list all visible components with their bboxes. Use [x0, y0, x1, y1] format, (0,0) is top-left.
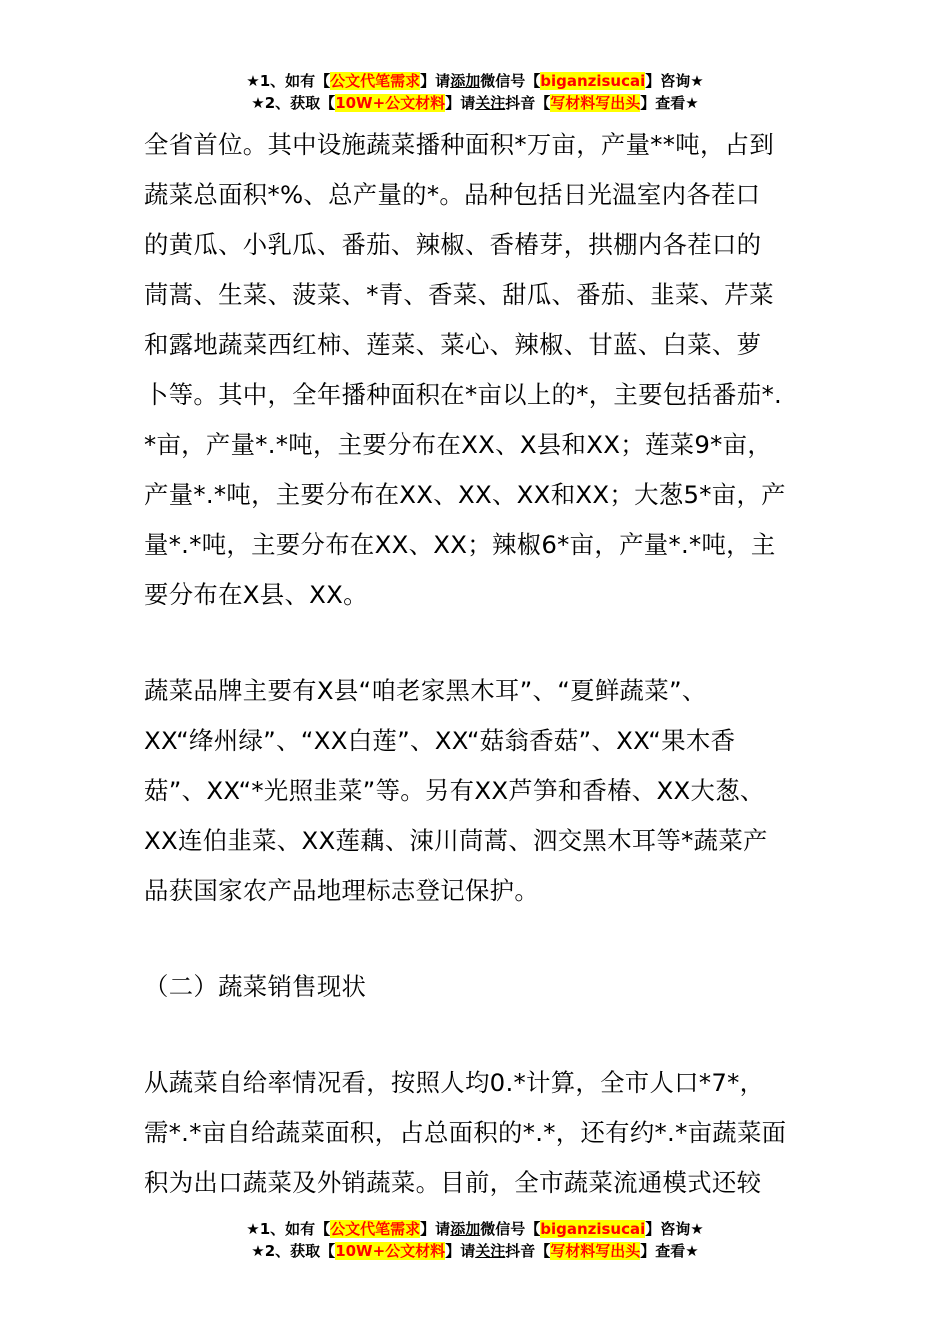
text-line: 蔬菜总面积*%、总产量的*。品种包括日光温室内各茬口 [144, 180, 761, 209]
text-line: 积为出口蔬菜及外销蔬菜。目前，全市蔬菜流通模式还较 [144, 1168, 762, 1197]
ad-line-2-suffix: 】查看★ [640, 94, 699, 112]
text-line: 菇”、XX“*光照韭菜”等。另有XX芦笋和香椿、XX大葱、 [144, 776, 765, 805]
text-line: 的黄瓜、小乳瓜、番茄、辣椒、香椿芽，拱棚内各茬口的 [144, 230, 762, 259]
ad-line-2-text: 】请 [445, 1242, 476, 1260]
ad-line-2 [0, 1240, 950, 1262]
ad-line-2-highlight-douyin: 写材料写出头 [550, 1242, 641, 1260]
header-ad-banner [0, 70, 950, 114]
ad-line-1-text-2: 微信号【 [480, 1220, 541, 1238]
ad-line-1-prefix: ★1、如有【 [246, 1220, 331, 1238]
ad-line-2-prefix: ★2、获取【 [251, 94, 336, 112]
ad-line-1-text: 】请 [420, 72, 451, 90]
ad-line-2-text-2: 抖音【 [505, 94, 551, 112]
ad-line-1-highlight-service: 公文代笔需求 [330, 72, 421, 90]
text-line: 从蔬菜自给率情况看，按照人均0.*计算，全市人口*7*， [144, 1068, 765, 1097]
text-line: 卜等。其中，全年播种面积在*亩以上的*，主要包括番茄*. [144, 380, 783, 409]
text-line: 产量*.*吨，主要分布在XX、XX、XX和XX；大葱5*亩，产 [144, 480, 786, 509]
ad-line-1-suffix: 】咨询★ [645, 72, 704, 90]
text-line: XX连伯韭菜、XX莲藕、涑川茼蒿、泗交黑木耳等*蔬菜产 [144, 826, 768, 855]
ad-line-2-highlight-materials: 10W+公文材料 [335, 1242, 446, 1260]
text-line: 茼蒿、生菜、菠菜、*青、香菜、甜瓜、番茄、韭菜、芹菜 [144, 280, 774, 309]
section-heading: （二）蔬菜销售现状 [144, 972, 367, 1001]
ad-line-1-underline: 添加 [450, 72, 481, 90]
text-line: 蔬菜品牌主要有X县“咱老家黑木耳”、“夏鲜蔬菜”、 [144, 676, 707, 705]
paragraph-vegetable-brands [144, 666, 812, 916]
text-line: 需*.*亩自给蔬菜面积，占总面积的*.*，还有约*.*亩蔬菜面 [144, 1118, 787, 1147]
paragraph-spacer [144, 916, 812, 962]
ad-line-2-prefix: ★2、获取【 [251, 1242, 336, 1260]
document-body [144, 120, 812, 1208]
ad-line-1-suffix: 】咨询★ [645, 1220, 704, 1238]
ad-line-2-text-2: 抖音【 [505, 1242, 551, 1260]
ad-line-2-underline: 关注 [475, 1242, 506, 1260]
ad-line-2-highlight-materials: 10W+公文材料 [335, 94, 446, 112]
ad-line-2-highlight-douyin: 写材料写出头 [550, 94, 641, 112]
ad-line-1-prefix: ★1、如有【 [246, 72, 331, 90]
paragraph-sales-status [144, 1058, 812, 1208]
ad-line-1-highlight-service: 公文代笔需求 [330, 1220, 421, 1238]
text-line: *亩，产量*.*吨，主要分布在XX、X县和XX；莲菜9*亩， [144, 430, 773, 459]
text-line: 和露地蔬菜西红柿、莲菜、菜心、辣椒、甘蓝、白菜、萝 [144, 330, 762, 359]
ad-line-1-highlight-wechat: biganzisucai [540, 72, 646, 90]
text-line: 量*.*吨，主要分布在XX、XX；辣椒6*亩，产量*.*吨，主 [144, 530, 776, 559]
ad-line-2 [0, 92, 950, 114]
text-line: 品获国家农产品地理标志登记保护。 [144, 876, 540, 905]
ad-line-1 [0, 1218, 950, 1240]
text-line: 全省首位。其中设施蔬菜播种面积*万亩，产量**吨，占到 [144, 130, 775, 159]
ad-line-1-text-2: 微信号【 [480, 72, 541, 90]
ad-line-1 [0, 70, 950, 92]
text-line: XX“绛州绿”、“XX白莲”、XX“菇翁香菇”、XX“果木香 [144, 726, 736, 755]
ad-line-2-suffix: 】查看★ [640, 1242, 699, 1260]
text-line: 要分布在X县、XX。 [144, 580, 368, 609]
paragraph-vegetable-production [144, 120, 812, 620]
ad-line-1-underline: 添加 [450, 1220, 481, 1238]
paragraph-spacer [144, 620, 812, 666]
footer-ad-banner [0, 1218, 950, 1262]
ad-line-1-highlight-wechat: biganzisucai [540, 1220, 646, 1238]
paragraph-spacer [144, 1012, 812, 1058]
ad-line-2-text: 】请 [445, 94, 476, 112]
ad-line-1-text: 】请 [420, 1220, 451, 1238]
ad-line-2-underline: 关注 [475, 94, 506, 112]
